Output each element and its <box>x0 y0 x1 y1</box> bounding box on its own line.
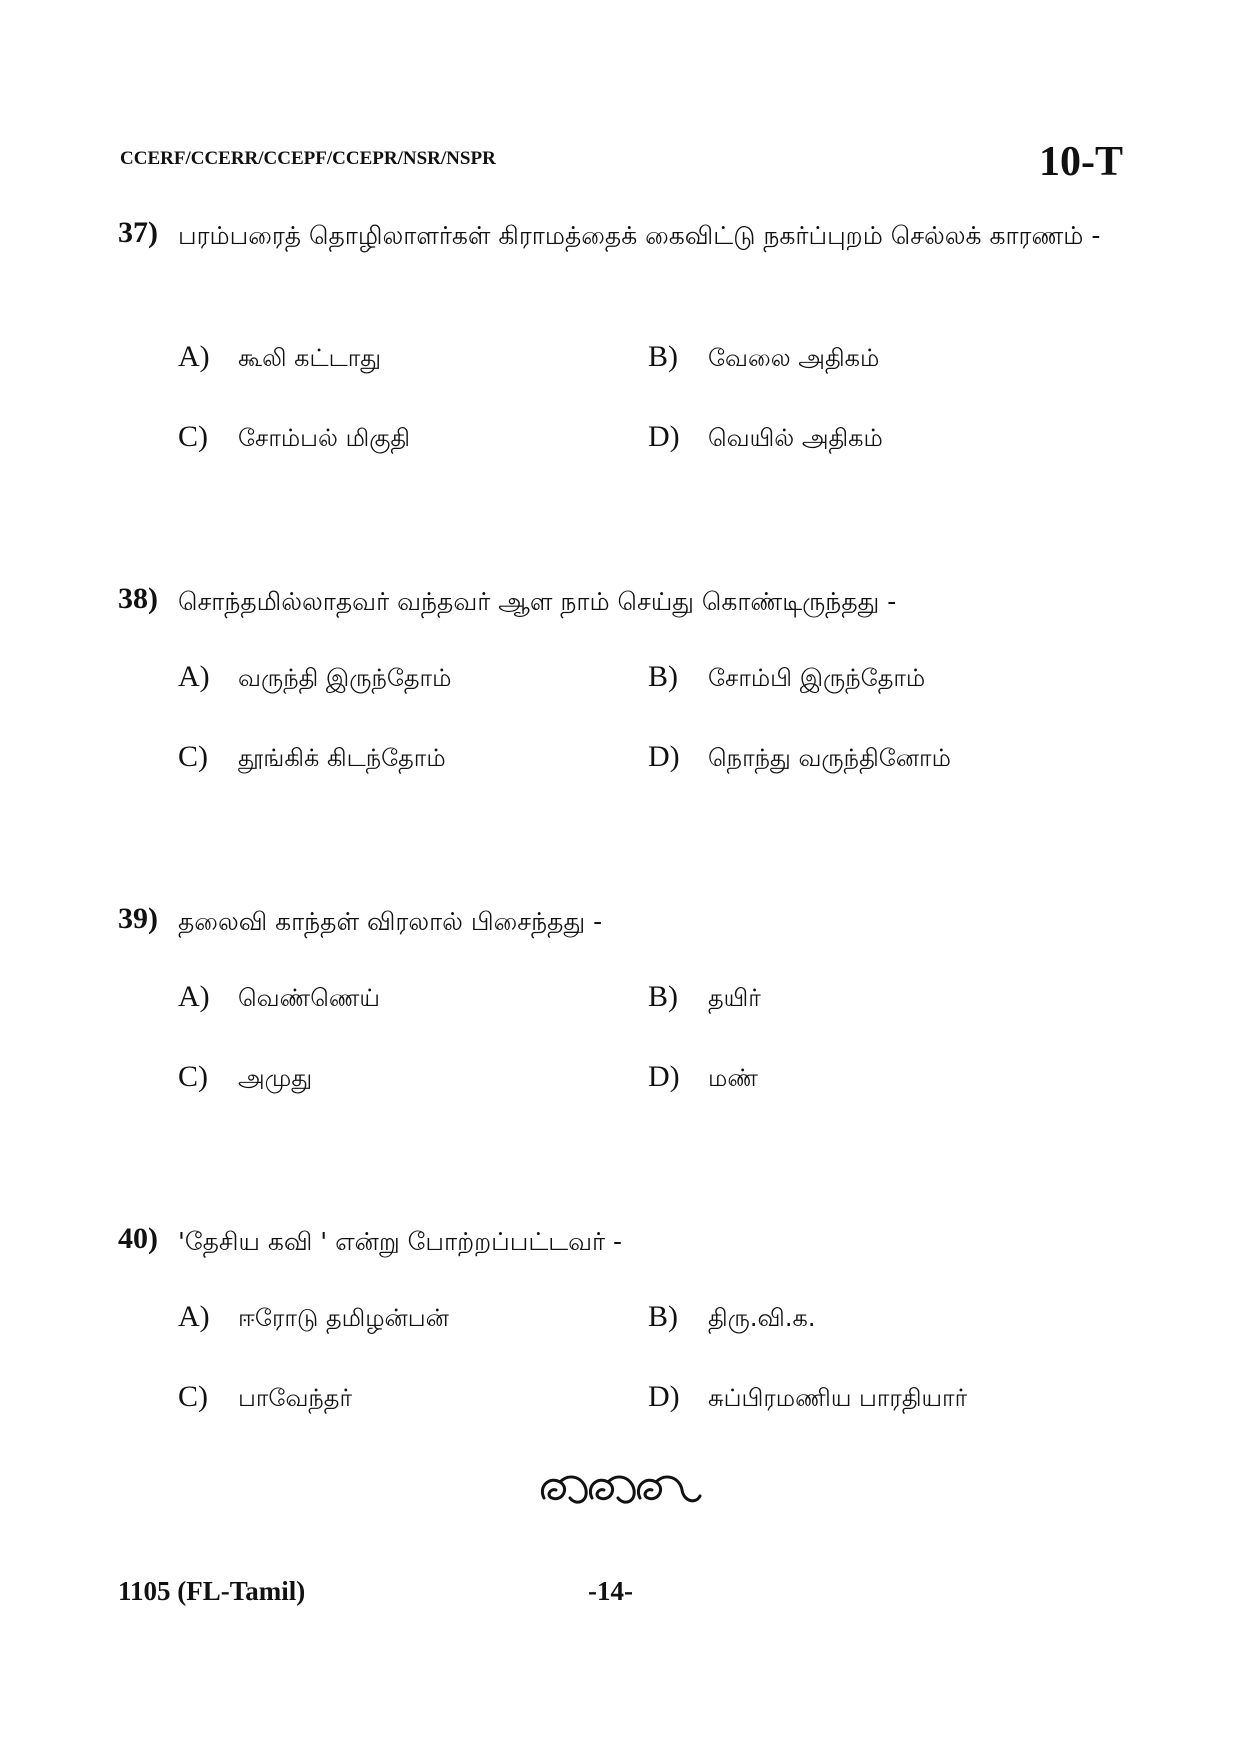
option-letter: C) <box>178 740 208 773</box>
option-letter: C) <box>178 420 208 453</box>
question-text: சொந்தமில்லாதவர் வந்தவர் ஆள நாம் செய்து கொண்டிருந்தது - <box>178 587 897 616</box>
option-text: வருந்தி இருந்தோம் <box>238 664 452 692</box>
option-text: பாவேந்தர் <box>238 1384 352 1412</box>
question-text: பரம்பரைத் தொழிலாளர்கள் கிராமத்தைக் கைவிட்டு நகர்ப்புறம் செல்லக் காரணம் - <box>178 221 1101 250</box>
option-letter: D) <box>648 740 680 773</box>
paper-set-code: 10-T <box>1039 139 1123 185</box>
option-text: அமுது <box>238 1064 313 1092</box>
option-text: சோம்பி இருந்தோம் <box>708 664 926 692</box>
option-text: சுப்பிரமணிய பாரதியார் <box>708 1384 968 1412</box>
option-text: தயிர் <box>708 984 761 1012</box>
question-text: தலைவி காந்தள் விரலால் பிசைந்தது - <box>178 907 603 936</box>
option-letter: A) <box>178 340 210 373</box>
option-letter: A) <box>178 1300 210 1333</box>
option-letter: B) <box>648 980 678 1013</box>
option-letter: C) <box>178 1060 208 1093</box>
option-text: கூலி கட்டாது <box>238 344 382 372</box>
option-letter: D) <box>648 1060 680 1093</box>
option-text: வேலை அதிகம் <box>708 344 880 372</box>
option-text: வெண்ணெய் <box>238 984 380 1012</box>
option-letter: B) <box>648 1300 678 1333</box>
paper-code: 1105 (FL-Tamil) <box>118 1576 306 1606</box>
page-number: -14- <box>588 1576 633 1606</box>
option-letter: D) <box>648 1380 680 1413</box>
option-text: மண் <box>708 1064 758 1092</box>
option-text: தூங்கிக் கிடந்தோம் <box>238 744 446 772</box>
question-number: 38) <box>118 582 158 615</box>
option-text: ஈரோடு தமிழன்பன் <box>238 1304 449 1332</box>
option-letter: C) <box>178 1380 208 1413</box>
option-text: நொந்து வருந்தினோம் <box>708 744 951 772</box>
option-letter: B) <box>648 340 678 373</box>
option-text: சோம்பல் மிகுதி <box>238 424 411 452</box>
option-letter: A) <box>178 980 210 1013</box>
question-number: 39) <box>118 902 158 935</box>
question-number: 40) <box>118 1222 158 1255</box>
flourish-ornament-icon <box>536 1468 706 1514</box>
exam-codes: CCERF/CCERR/CCEPF/CCEPR/NSR/NSPR <box>120 148 496 169</box>
option-text: திரு.வி.க. <box>708 1304 816 1332</box>
question-number: 37) <box>118 216 158 249</box>
option-letter: D) <box>648 420 680 453</box>
option-letter: B) <box>648 660 678 693</box>
option-text: வெயில் அதிகம் <box>708 424 883 452</box>
flourish-ornament-icon <box>0 1468 1241 1518</box>
question-text: 'தேசிய கவி ' என்று போற்றப்பட்டவர் - <box>178 1227 623 1256</box>
option-letter: A) <box>178 660 210 693</box>
